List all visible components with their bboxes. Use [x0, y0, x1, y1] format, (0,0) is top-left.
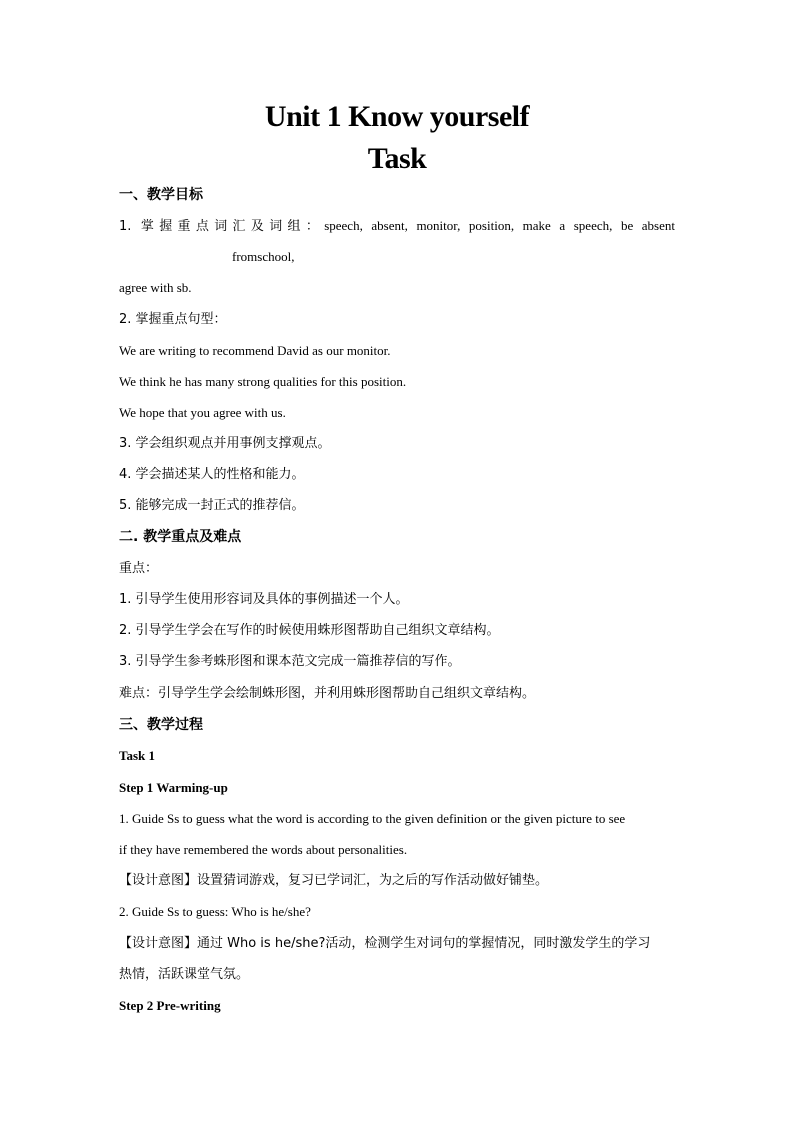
guide-1-line-1: 1. Guide Ss to guess what the word is according to the given definition or the given picture to see [119, 811, 626, 826]
objective-item-1-text: speech, absent, monitor, position, make a speech, be absent [324, 218, 676, 233]
design-intent-2-line-2: 热情，活跃课堂气氛。 [119, 967, 250, 982]
section-heading-process: 三、教学过程 [119, 717, 203, 733]
objective-item-1-label: 1. 掌握重点词汇及词组： [119, 219, 325, 234]
key-point-1: 1. 引导学生使用形容词及具体的事例描述一个人。 [119, 592, 409, 607]
section-heading-key-points: 二. 教学重点及难点 [119, 529, 242, 545]
design-intent-1: 【设计意图】设置猜词游戏，复习已学词汇，为之后的写作活动做好铺垫。 [119, 873, 549, 888]
step-2-heading: Step 2 Pre-writing [119, 998, 221, 1013]
guide-2: 2. Guide Ss to guess: Who is he/she? [119, 904, 311, 919]
objective-item-1-continuation-2: agree with sb. [119, 280, 192, 295]
design-intent-2-line-1: 【设计意图】通过 Who is he/she?活动，检测学生对词句的掌握情况，同时激发学生的学习 [119, 936, 651, 951]
key-sentence-2: We think he has many strong qualities for this position. [119, 374, 407, 389]
document-subtitle: Task [367, 142, 427, 175]
difficulty-point: 难点：引导学生学会绘制蛛形图，并利用蛛形图帮助自己组织文章结构。 [119, 686, 536, 701]
document-title: Unit 1 Know yourself [264, 100, 530, 133]
step-1-heading: Step 1 Warming-up [119, 780, 228, 795]
objective-item-5: 5. 能够完成一封正式的推荐信。 [119, 498, 305, 513]
guide-1-line-2: if they have remembered the words about personalities. [119, 842, 408, 857]
key-point-3: 3. 引导学生参考蛛形图和课本范文完成一篇推荐信的写作。 [119, 654, 461, 669]
key-sentence-3: We hope that you agree with us. [119, 405, 286, 420]
key-points-label: 重点： [119, 561, 159, 576]
objective-item-3: 3. 学会组织观点并用事例支撑观点。 [119, 436, 331, 451]
objective-item-2: 2. 掌握重点句型： [119, 312, 227, 327]
task-label: Task 1 [119, 748, 156, 763]
key-point-2: 2. 引导学生学会在写作的时候使用蛛形图帮助自己组织文章结构。 [119, 623, 500, 638]
key-sentence-1: We are writing to recommend David as our monitor. [119, 343, 391, 358]
objective-item-1 [119, 216, 675, 237]
section-heading-objectives: 一、教学目标 [119, 187, 203, 203]
objective-item-1-continuation: fromschool, [232, 249, 295, 264]
objective-item-4: 4. 学会描述某人的性格和能力。 [119, 467, 305, 482]
